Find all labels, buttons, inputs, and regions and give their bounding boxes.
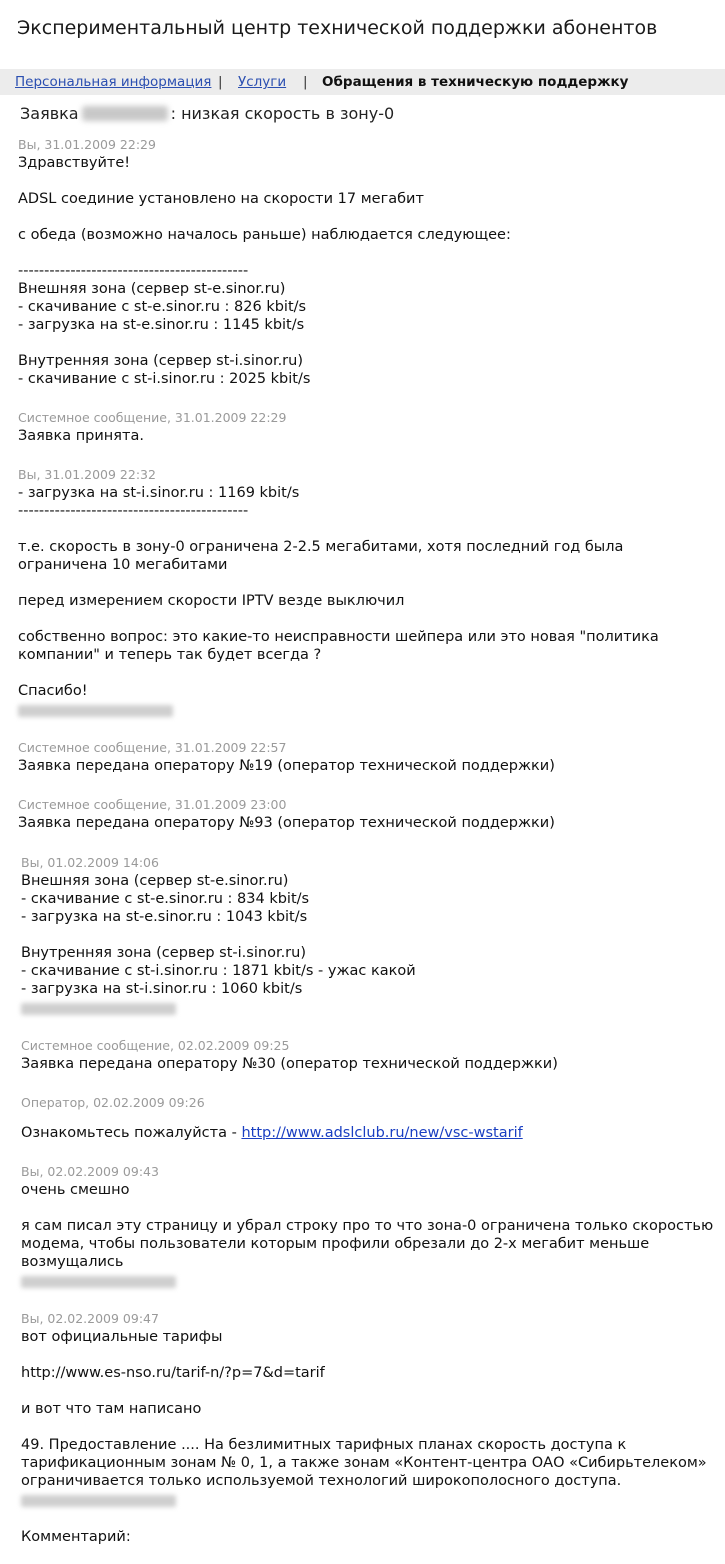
- nav-personal-info-link[interactable]: Персональная информация: [15, 74, 212, 90]
- message-text: вот официальные тарифы: [21, 1329, 223, 1345]
- message-text: с обеда (возможно началось раньше) наблюдается следующее:: [18, 227, 511, 243]
- message-text: - скачивание с st-i.sinor.ru : 1871 kbit/s - ужас какой: [21, 963, 416, 979]
- message-meta: Системное сообщение, 31.01.2009 23:00: [18, 797, 287, 812]
- message-text: - загрузка на st-i.sinor.ru : 1060 kbit/s: [21, 981, 303, 997]
- message-text: тарификационным зонам № 0, 1, а также зонам «Контент-центра ОАО «Сибирьтелеком»: [21, 1455, 707, 1471]
- message-text: перед измерением скорости IPTV везде выключил: [18, 593, 405, 609]
- message-text: ADSL соединие установлено на скорости 17 мегабит: [18, 191, 424, 207]
- message-text: 49. Предоставление .... На безлимитных тарифных планах скорость доступа к: [21, 1437, 627, 1453]
- message-text: т.е. скорость в зону-0 ограничена 2-2.5 мегабитами, хотя последний год была: [18, 539, 624, 555]
- message-meta: Вы, 01.02.2009 14:06: [21, 855, 159, 870]
- message-text: очень смешно: [21, 1182, 130, 1198]
- message-text: - скачивание с st-i.sinor.ru : 2025 kbit/s: [18, 371, 311, 387]
- message-text: Внешняя зона (сервер st-e.sinor.ru): [21, 873, 289, 889]
- comment-label: Комментарий:: [21, 1529, 131, 1545]
- message-text: --------------------------------------------: [18, 503, 249, 519]
- message-text: Внешняя зона (сервер st-e.sinor.ru): [18, 281, 286, 297]
- message-text: Заявка передана оператору №93 (оператор технической поддержки): [18, 815, 555, 831]
- ticket-title: [20, 104, 394, 123]
- nav-services-link[interactable]: Услуги: [238, 74, 287, 90]
- message-meta: Вы, 31.01.2009 22:32: [18, 467, 156, 482]
- message-meta: Вы, 02.02.2009 09:47: [21, 1311, 159, 1326]
- operator-text: Ознакомьтесь пожалуйста -: [21, 1125, 242, 1141]
- message-text: [21, 1125, 523, 1141]
- message-text: Заявка передана оператору №30 (оператор технической поддержки): [21, 1056, 558, 1072]
- message-meta: Системное сообщение, 31.01.2009 22:57: [18, 740, 287, 755]
- site-title: Экспериментальный центр технической поддержки абонентов: [17, 17, 658, 39]
- message-text: Внутренняя зона (сервер st-i.sinor.ru): [21, 945, 306, 961]
- ticket-id-redacted: [82, 106, 168, 121]
- message-text: собственно вопрос: это какие-то неисправности шейпера или это новая "политика: [18, 629, 659, 645]
- ticket-title-subject: : низкая скорость в зону-0: [170, 104, 395, 123]
- message-text: Заявка передана оператору №19 (оператор технической поддержки): [18, 758, 555, 774]
- nav-separator: |: [303, 74, 308, 90]
- signature-redacted: [18, 705, 173, 717]
- message-meta: Системное сообщение, 31.01.2009 22:29: [18, 410, 287, 425]
- message-text: я сам писал эту страницу и убрал строку про то что зона-0 ограничена только скоростью: [21, 1218, 714, 1234]
- message-meta: Оператор, 02.02.2009 09:26: [21, 1095, 205, 1110]
- message-text: Здравствуйте!: [18, 155, 131, 171]
- message-text: - загрузка на st-e.sinor.ru : 1145 kbit/s: [18, 317, 305, 333]
- signature-redacted: [21, 1495, 176, 1507]
- signature-redacted: [21, 1276, 176, 1288]
- message-meta: Вы, 31.01.2009 22:29: [18, 137, 156, 152]
- message-text: ограничена 10 мегабитами: [18, 557, 228, 573]
- message-text: возмущались: [21, 1254, 124, 1270]
- ticket-title-prefix: Заявка: [20, 104, 79, 123]
- nav-support-tab[interactable]: Обращения в техническую поддержку: [322, 74, 629, 90]
- signature-redacted: [21, 1003, 176, 1015]
- operator-link[interactable]: http://www.adslclub.ru/new/vsc-wstarif: [241, 1125, 523, 1141]
- message-meta: Системное сообщение, 02.02.2009 09:25: [21, 1038, 290, 1053]
- message-text: - скачивание с st-e.sinor.ru : 834 kbit/s: [21, 891, 310, 907]
- message-text: - скачивание с st-e.sinor.ru : 826 kbit/s: [18, 299, 307, 315]
- message-text: - загрузка на st-i.sinor.ru : 1169 kbit/s: [18, 485, 300, 501]
- message-text: Спасибо!: [18, 683, 88, 699]
- message-text: - загрузка на st-e.sinor.ru : 1043 kbit/s: [21, 909, 308, 925]
- message-meta: Вы, 02.02.2009 09:43: [21, 1164, 159, 1179]
- message-text: и вот что там написано: [21, 1401, 202, 1417]
- message-text: ограничивается только используемой технологий широкополосного доступа.: [21, 1473, 622, 1489]
- message-text: Внутренняя зона (сервер st-i.sinor.ru): [18, 353, 303, 369]
- message-text: модема, чтобы пользователи которым профили обрезали до 2-х мегабит меньше: [21, 1236, 650, 1252]
- message-text: --------------------------------------------: [18, 263, 249, 279]
- message-text: компании" и теперь так будет всегда ?: [18, 647, 322, 663]
- message-text: http://www.es-nso.ru/tarif-n/?p=7&d=tarif: [21, 1365, 325, 1381]
- nav-separator: |: [218, 74, 223, 90]
- message-text: Заявка принята.: [18, 428, 144, 444]
